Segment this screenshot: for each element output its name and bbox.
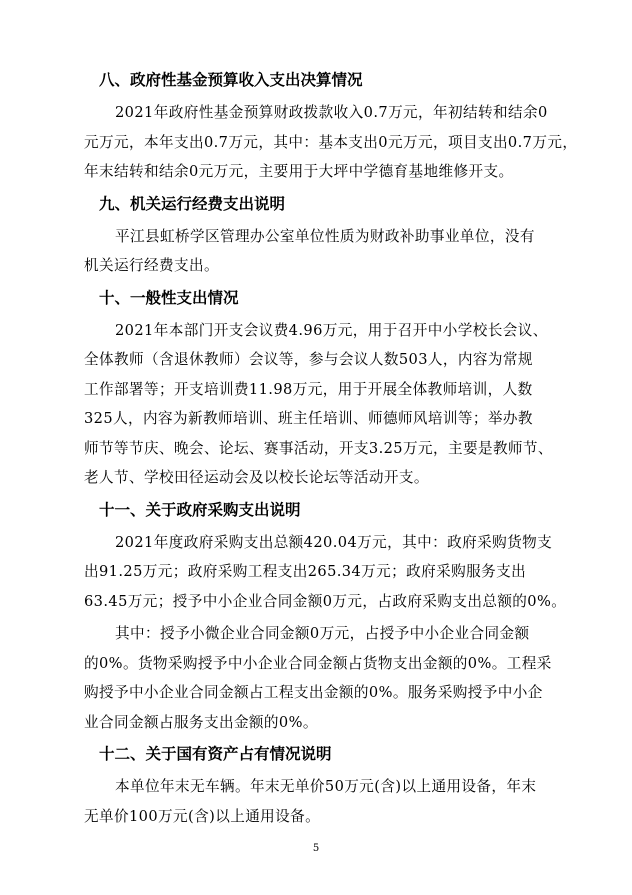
section-heading-12: 十二、关于国有资产占有情况说明 — [99, 745, 332, 763]
section-heading-10: 十、一般性支出情况 — [99, 288, 239, 307]
text-line: 工作部署等；开支培训费11.98万元，用于开展全体教师培训，人数 — [84, 380, 533, 398]
text-line: 2021年度政府采购支出总额420.04万元，其中：政府采购货物支 — [115, 533, 553, 551]
text-line: 2021年政府性基金预算财政拨款收入0.7万元，年初结转和结余0 — [115, 104, 548, 121]
section-10-paragraph — [84, 316, 568, 493]
section-heading-8: 八、政府性基金预算收入支出决算情况 — [99, 71, 363, 89]
text-line: 老人节、学校田径运动会及以校长论坛等活动开支。 — [84, 469, 429, 486]
text-line: 本单位年末无车辆。年末无单价50万元(含)以上通用设备，年末 — [115, 778, 537, 795]
text-line: 2021年本部门开支会议费4.96万元，用于召开中小学校长会议、 — [115, 321, 548, 339]
section-9-paragraph — [84, 222, 568, 281]
section-heading-9: 九、机关运行经费支出说明 — [99, 194, 286, 213]
text-line: 机关运行经费支出。 — [84, 257, 219, 274]
text-line: 元万元，本年支出0.7万元，其中：基本支出0元万元，项目支出0.7万元， — [84, 133, 578, 151]
section-8-paragraph — [84, 98, 578, 187]
text-line: 其中：授予小微企业合同金额0万元，占授予中小企业合同金额 — [115, 625, 530, 642]
text-line: 的0%。货物采购授予中小企业合同金额占货物支出金额的0%。工程采 — [84, 654, 552, 672]
text-line: 全体教师（含退休教师）会议等，参与会议人数503人，内容为常规 — [84, 351, 533, 368]
text-line: 年末结转和结余0元万元，主要用于大坪中学德育基地维修开支。 — [84, 163, 514, 180]
section-12-paragraph — [84, 772, 568, 831]
text-line: 平江县虹桥学区管理办公室单位性质为财政补助事业单位，没有 — [115, 227, 535, 245]
page-number: 5 — [312, 843, 320, 854]
section-heading-11: 十一、关于政府采购支出说明 — [99, 500, 301, 519]
text-line: 63.45万元；授予中小企业合同金额0万元，占政府采购支出总额的0%。 — [84, 592, 567, 610]
text-line: 325人，内容为新教师培训、班主任培训、师德师风培训等；举办教 — [84, 410, 533, 427]
text-line: 无单价100万元(含)以上通用设备。 — [84, 807, 321, 825]
document-body — [84, 66, 578, 834]
section-11-paragraph-1 — [84, 528, 568, 617]
text-line: 购授予中小企业合同金额占工程支出金额的0%。服务采购授予中小企 — [84, 684, 543, 701]
text-line: 出91.25万元；政府采购工程支出265.34万元；政府采购服务支出 — [84, 563, 527, 580]
text-line: 师节等节庆、晚会、论坛、赛事活动，开支3.25万元，主要是教师节、 — [84, 439, 553, 457]
text-line: 业合同金额占服务支出金额的0%。 — [84, 713, 318, 731]
section-11-paragraph-2 — [84, 619, 568, 737]
